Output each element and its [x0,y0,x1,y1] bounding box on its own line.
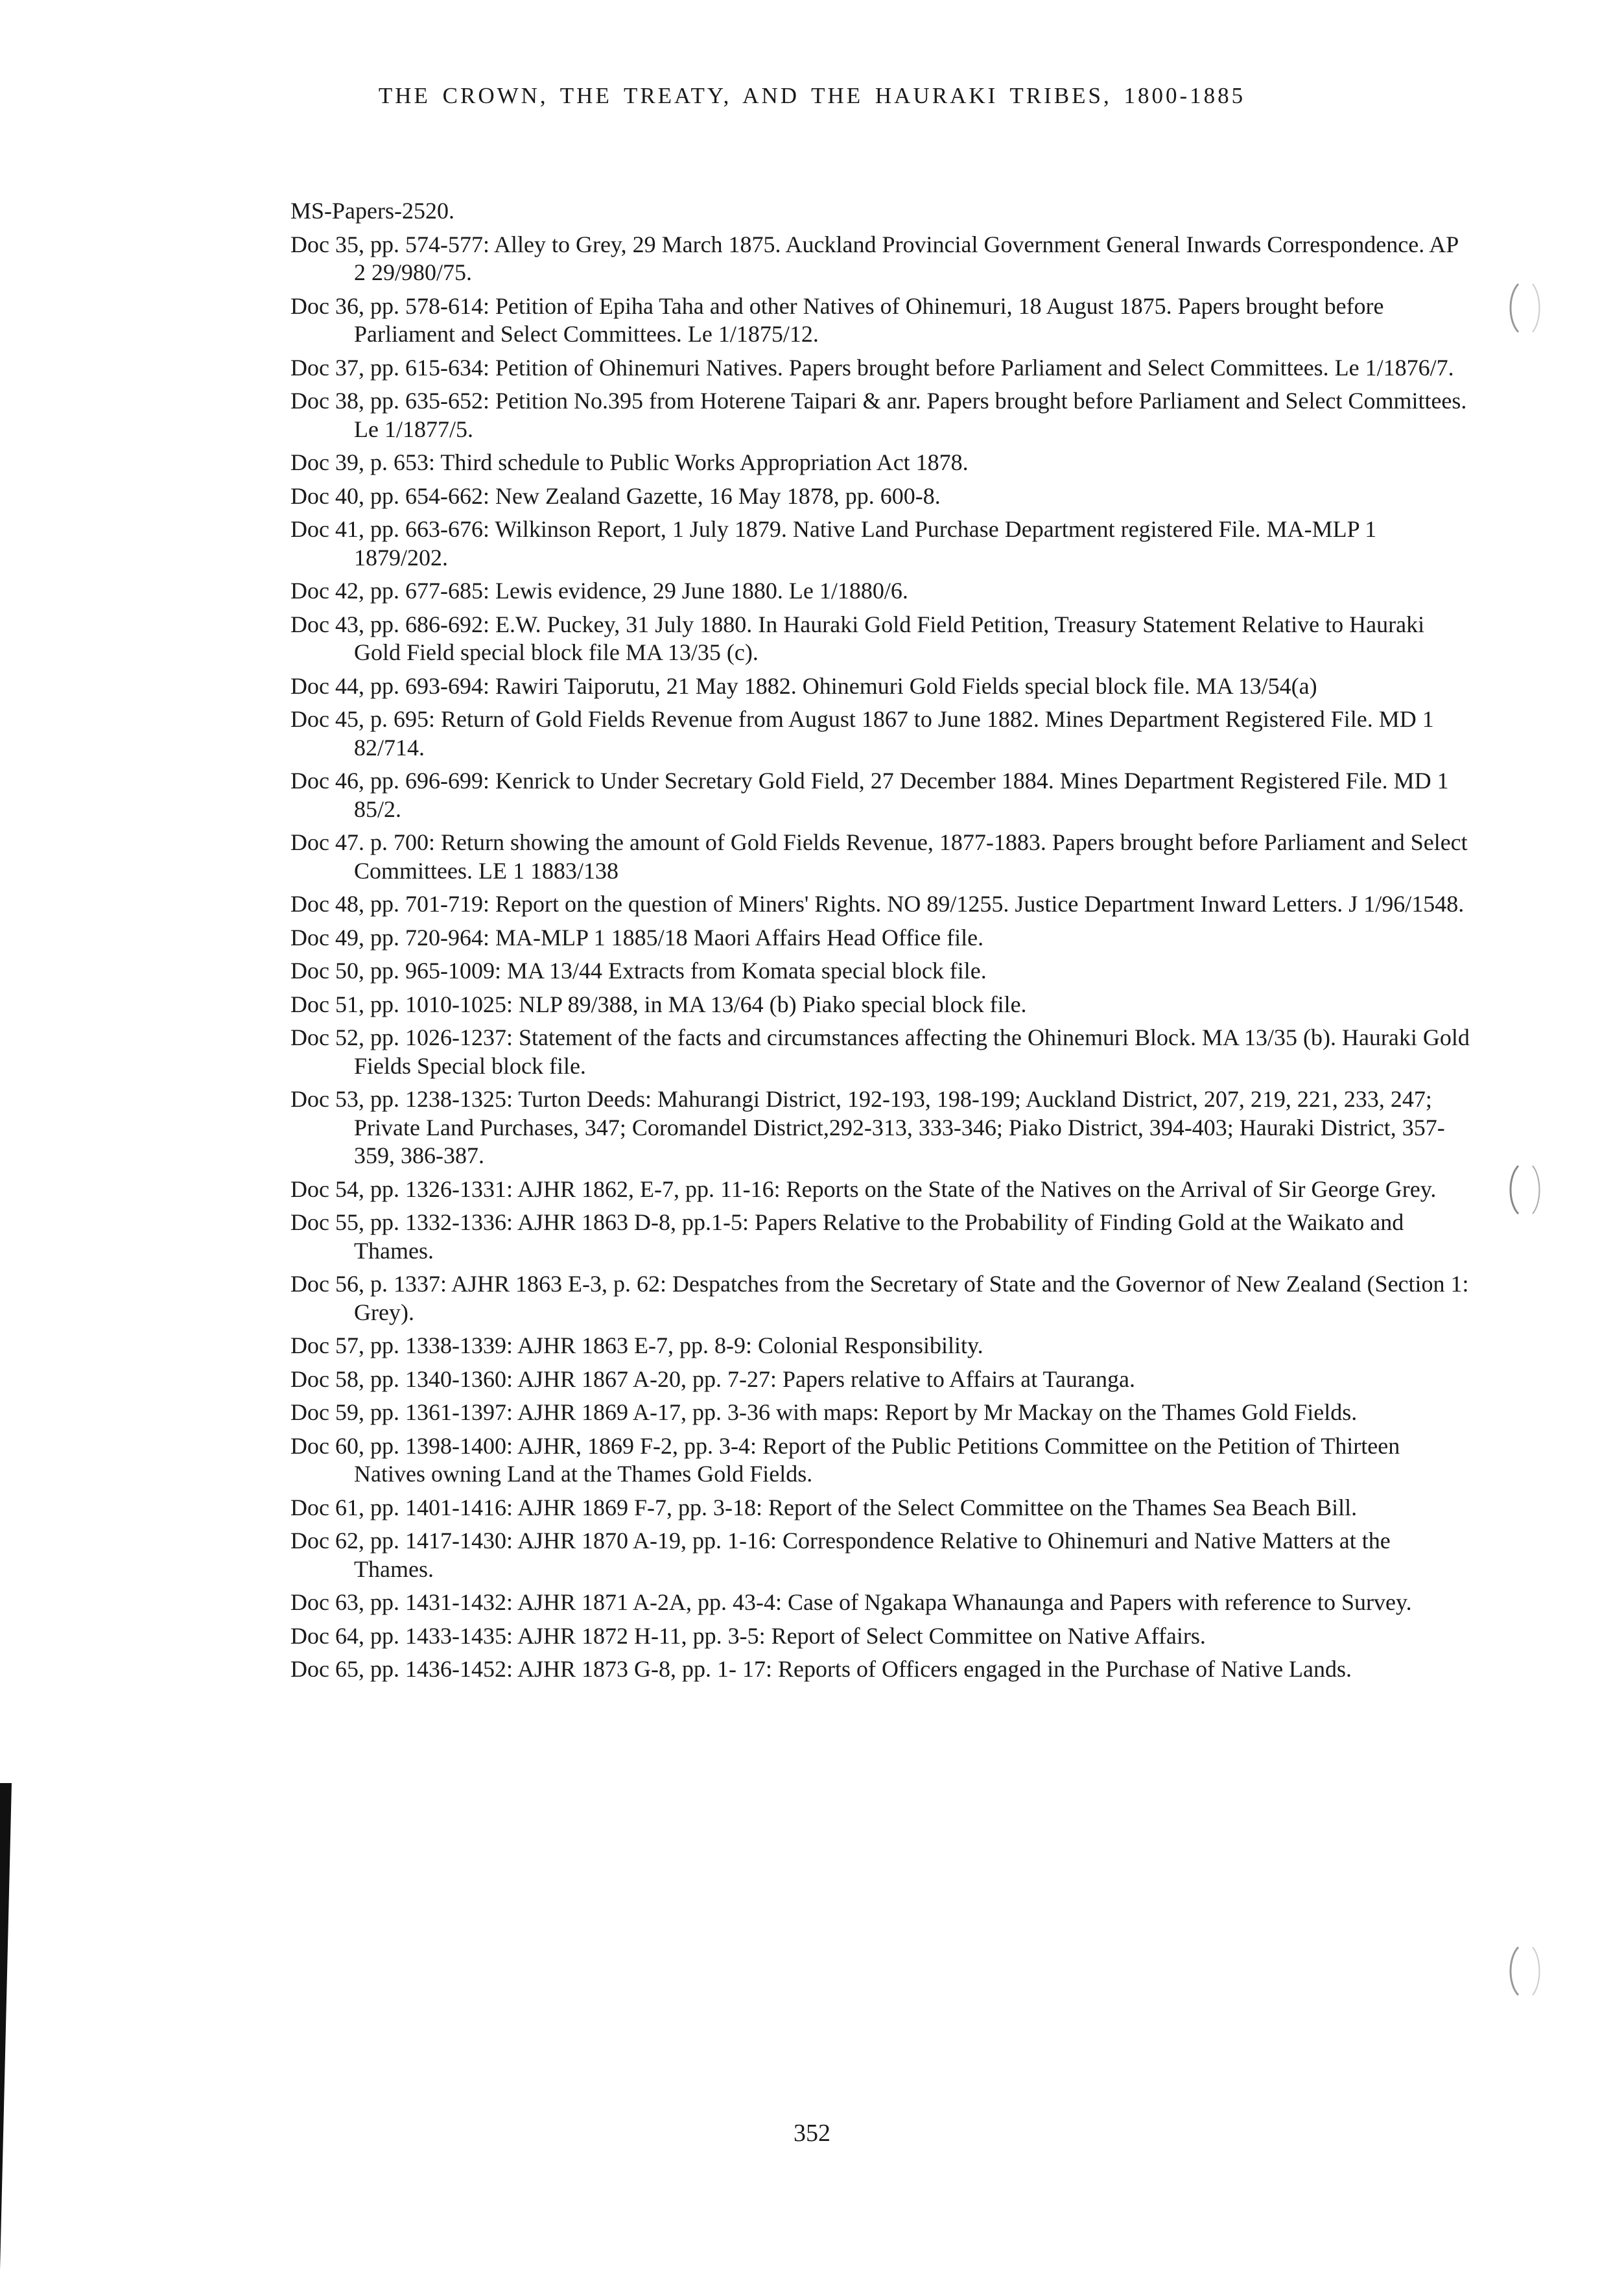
list-item: Doc 58, pp. 1340-1360: AJHR 1867 A-20, pp. 7-27: Papers relative to Affairs at Tauranga. [290,1366,1135,1392]
list-item: Doc 46, pp. 696-699: Kenrick to Under Secretary Gold Field, 27 December 1884. Mines Department Registered File. MD 1 85/2. [290,768,1449,822]
list-item: Doc 39, p. 653: Third schedule to Public Works Appropriation Act 1878. [290,449,969,475]
list-item: Doc 44, pp. 693-694: Rawiri Taiporutu, 21 May 1882. Ohinemuri Gold Fields special block file. MA 13/54(a) [290,672,1317,699]
list-item: Doc 60, pp. 1398-1400: AJHR, 1869 F-2, pp. 3-4: Report of the Public Petitions Committee on the Petition of Thirteen Natives owning Land at the Thames Gold Fields. [290,1432,1400,1487]
page-number: 352 [794,2120,830,2147]
list-item: Doc 56, p. 1337: AJHR 1863 E-3, p. 62: Despatches from the Secretary of State and the Governor of New Zealand (Section 1: Grey). [290,1271,1469,1325]
list-item: MS-Papers-2520. [290,198,454,224]
list-item: Doc 64, pp. 1433-1435: AJHR 1872 H-11, pp. 3-5: Report of Select Committee on Native Affairs. [290,1622,1206,1649]
list-item: Doc 47. p. 700: Return showing the amount of Gold Fields Revenue, 1877-1883. Papers brought before Parliament and Select Committees. LE 1 1883/138 [290,829,1468,884]
list-item: Doc 35, pp. 574-577: Alley to Grey, 29 March 1875. Auckland Provincial Government General Inwards Correspondence. AP 2 29/980/75. [290,231,1458,285]
list-item: Doc 57, pp. 1338-1339: AJHR 1863 E-7, pp. 8-9: Colonial Responsibility. [290,1332,983,1358]
list-item: Doc 38, pp. 635-652: Petition No.395 from Hoterene Taipari & anr. Papers brought before Parliament and Select Committees. Le 1/1877/5. [290,388,1467,442]
list-item: Doc 48, pp. 701-719: Report on the question of Miners' Rights. NO 89/1255. Justice Department Inward Letters. J 1/96/1548. [290,891,1465,917]
list-item: Doc 55, pp. 1332-1336: AJHR 1863 D-8, pp.1-5: Papers Relative to the Probability of Finding Gold at the Waikato and Thames. [290,1209,1404,1264]
list-item: Doc 42, pp. 677-685: Lewis evidence, 29 June 1880. Le 1/1880/6. [290,578,908,604]
list-item: Doc 53, pp. 1238-1325: Turton Deeds: Mahurangi District, 192-193, 198-199; Auckland District, 207, 219, 221, 233, 247; Private Land Purchases, 347; Coromandel District,292-313, 333-346; Piako District, 394-403; Hauraki District, 357-359, 386-387. [290,1086,1445,1168]
list-item: Doc 61, pp. 1401-1416: AJHR 1869 F-7, pp. 3-18: Report of the Select Committee on the Thames Sea Beach Bill. [290,1494,1358,1520]
punch-hole-bottom [1504,1942,1546,2000]
list-item: Doc 36, pp. 578-614: Petition of Epiha Taha and other Natives of Ohinemuri, 18 August 1875. Papers brought before Parliament and Select Committees. Le 1/1875/12. [290,292,1384,347]
list-item: Doc 59, pp. 1361-1397: AJHR 1869 A-17, pp. 3-36 with maps: Report by Mr Mackay on the Thames Gold Fields. [290,1399,1358,1425]
list-item: Doc 37, pp. 615-634: Petition of Ohinemuri Natives. Papers brought before Parliament and Select Committees. Le 1/1876/7. [290,354,1454,381]
list-item: Doc 40, pp. 654-662: New Zealand Gazette, 16 May 1878, pp. 600-8. [290,482,941,509]
running-head: THE CROWN, THE TREATY, AND THE HAURAKI TRIBES, 1800-1885 [378,83,1246,108]
list-item: Doc 41, pp. 663-676: Wilkinson Report, 1 July 1879. Native Land Purchase Department registered File. MA-MLP 1 1879/202. [290,516,1377,571]
binding-shadow [0,1783,12,2270]
list-item: Doc 45, p. 695: Return of Gold Fields Revenue from August 1867 to June 1882. Mines Department Registered File. MD 1 82/714. [290,706,1434,761]
list-item: Doc 50, pp. 965-1009: MA 13/44 Extracts from Komata special block file. [290,958,987,984]
list-item: Doc 49, pp. 720-964: MA-MLP 1 1885/18 Maori Affairs Head Office file. [290,924,984,951]
punch-hole-top [1504,279,1546,337]
list-item: Doc 43, pp. 686-692: E.W. Puckey, 31 July 1880. In Hauraki Gold Field Petition, Treasury Statement Relative to Hauraki Gold Field special block file MA 13/35 (c). [290,611,1425,665]
list-item: Doc 52, pp. 1026-1237: Statement of the facts and circumstances affecting the Ohinemuri Block. MA 13/35 (b). Hauraki Gold Fields Special block file. [290,1024,1470,1079]
list-item: Doc 62, pp. 1417-1430: AJHR 1870 A-19, pp. 1-16: Correspondence Relative to Ohinemuri and Native Matters at the Thames. [290,1528,1391,1582]
list-item: Doc 63, pp. 1431-1432: AJHR 1871 A-2A, pp. 43-4: Case of Ngakapa Whanaunga and Papers with reference to Survey. [290,1589,1412,1615]
list-item: Doc 51, pp. 1010-1025: NLP 89/388, in MA 13/64 (b) Piako special block file. [290,991,1027,1017]
bibliography-list [290,197,1470,1689]
list-item: Doc 54, pp. 1326-1331: AJHR 1862, E-7, pp. 11-16: Reports on the State of the Natives on the Arrival of Sir George Grey. [290,1176,1437,1202]
list-item: Doc 65, pp. 1436-1452: AJHR 1873 G-8, pp. 1- 17: Reports of Officers engaged in the Purchase of Native Lands. [290,1656,1352,1682]
punch-hole-middle [1504,1161,1546,1219]
